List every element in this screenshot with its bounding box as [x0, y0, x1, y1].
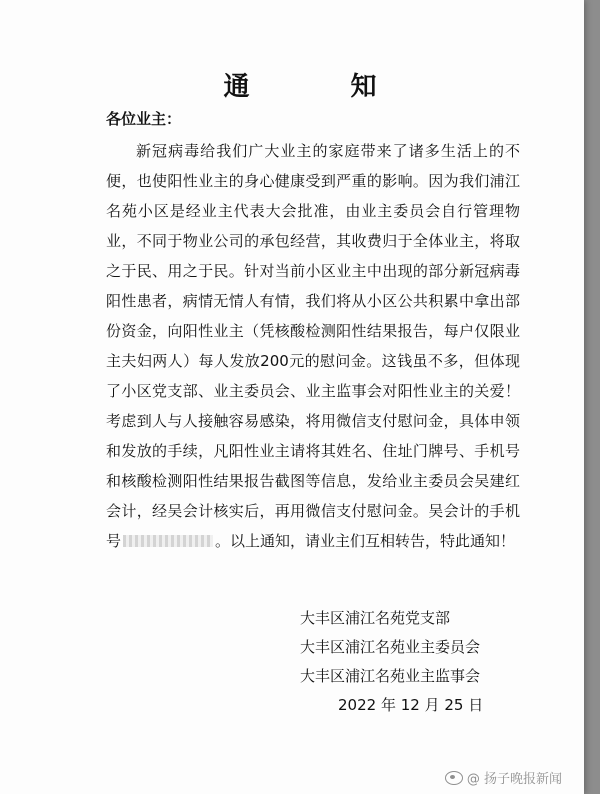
signature-party-branch: 大丰区浦江名苑党支部 [300, 609, 451, 627]
notice-body-text: 新冠病毒给我们广大业主的家庭带来了诸多生活上的不便，也使阳性业主的身心健康受到严重的影响。因为我们浦江名苑小区是经业主代表大会批准，由业主委员会自行管理物业，不同于物业公司的承包经营，其收费归于全体业主，将取之于民、用之于民。针对当前小区业主中出现的部分新冠病毒阳性患者，病情无情人有情，我们将从小区公共积累中拿出部份资金，向阳性业主（凭核酸检测阳性结果报告，每户仅限业主夫妇两人）每人发放200元的慰问金。这钱虽不多，但体现了小区党支部、业主委员会、业主监事会对阳性业主的关爱！考虑到人与人接触容易感染，将用微信支付慰问金，具体申领和发放的手续，凡阳性业主请将其姓名、住址门牌号、手机号和核酸检测阳性结果报告截图等信息，发给业主委员会吴建红会计，经吴会计核实后，再用微信支付慰问金。吴会计的手机号 [106, 142, 520, 550]
weibo-icon [445, 771, 463, 785]
notice-body [106, 136, 520, 556]
notice-body-closing: 。以上通知，请业主们互相转告，特此通知！ [215, 532, 516, 550]
salutation: 各位业主： [106, 110, 182, 128]
signature-supervisory-board: 大丰区浦江名苑业主监事会 [300, 667, 481, 685]
watermark-text: @ 扬子晚报新闻 [466, 772, 562, 787]
signature-owners-committee: 大丰区浦江名苑业主委员会 [300, 638, 481, 656]
document-title: 通 知 [223, 72, 423, 102]
redacted-phone-number [123, 535, 213, 547]
document-date: 2022 年 12 月 25 日 [338, 696, 484, 714]
signature-block [300, 604, 540, 720]
source-watermark [445, 768, 562, 787]
